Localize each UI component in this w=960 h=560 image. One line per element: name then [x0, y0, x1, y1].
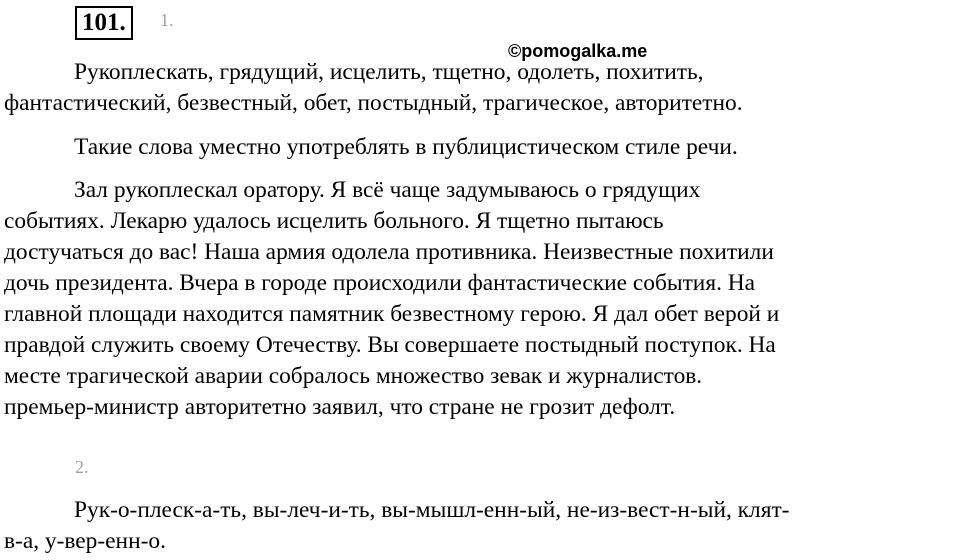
words-line-1: Рукоплескать, грядущий, исцелить, тщетно, одолеть, похитить,	[74, 59, 704, 85]
sentences-line-6: правдой служить своему Отечеству. Вы совершаете постыдный поступок. На	[4, 332, 776, 358]
sentences-line-2: событиях. Лекарю удалось исцелить больного. Я тщетно пытаюсь	[4, 208, 664, 234]
words-paragraph	[4, 57, 959, 119]
task-marker-2: 2.	[75, 457, 89, 477]
sentences-line-4: дочь президента. Вчера в городе происходили фантастические события. На	[4, 270, 756, 296]
task-marker-1: 1.	[160, 10, 174, 30]
sentences-paragraph	[4, 175, 959, 423]
statement-line: Такие слова уместно употреблять в публицистическом стиле речи.	[74, 134, 738, 160]
morphemes-line-2: в-а, у-вер-енн-о.	[4, 528, 166, 554]
sentences-line-8: премьер-министр авторитетно заявил, что стране не грозит дефолт.	[4, 394, 676, 420]
sentences-line-3: достучаться до вас! Наша армия одолела противника. Неизвестные похитили	[4, 239, 774, 265]
sentences-line-1: Зал рукоплескал оратору. Я всё чаще задумываюсь о грядущих	[74, 177, 701, 203]
watermark: ©pomogalka.me	[508, 41, 648, 61]
morphemes-line-1: Рук-о-плеск-а-ть, вы-леч-и-ть, вы-мышл-енн-ый, не-из-вест-н-ый, клят-	[74, 497, 790, 523]
sentences-line-7: месте трагической аварии собралось множество зевак и журналистов.	[4, 363, 703, 389]
statement-paragraph	[4, 132, 959, 163]
exercise-number: 101.	[75, 6, 133, 40]
sentences-line-5: главной площади находится памятник безвестному герою. Я дал обет верой и	[4, 301, 780, 327]
words-line-2: фантастический, безвестный, обет, постыдный, трагическое, авторитетно.	[4, 90, 743, 116]
morphemes-paragraph	[4, 495, 959, 557]
